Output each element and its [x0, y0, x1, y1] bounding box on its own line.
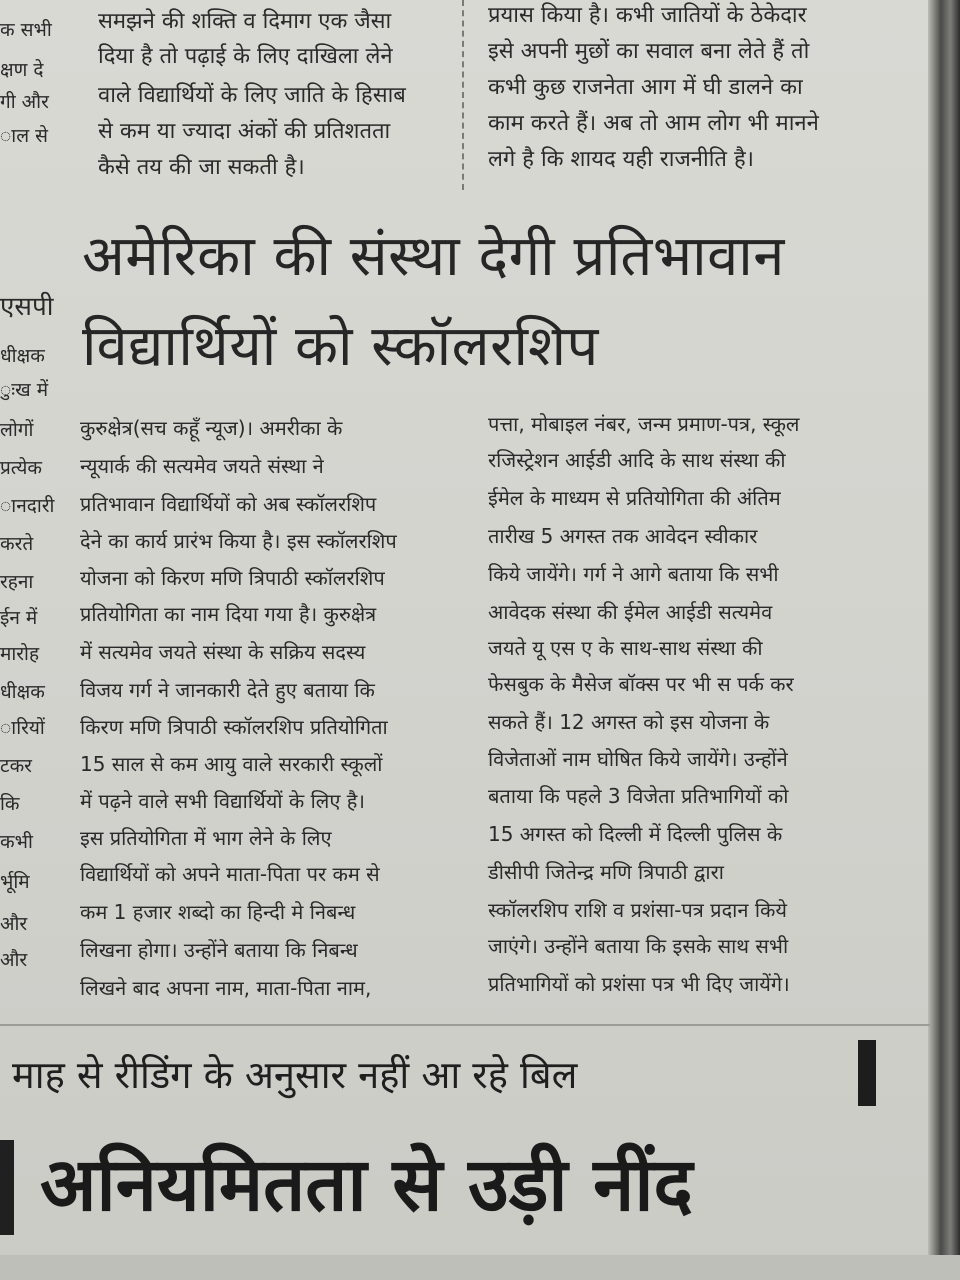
page-edge-shadow: [928, 0, 960, 1280]
headline-edge-mark: [0, 1140, 14, 1235]
text-line: किये जायेंगे। गर्ग ने आगे बताया कि सभी: [488, 562, 779, 586]
text-line: जाएंगे। उन्होंने बताया कि इसके साथ सभी: [488, 934, 789, 958]
text-line: स्कॉलरशिप राशि व प्रशंसा-पत्र प्रदान किये: [488, 898, 787, 922]
section-divider: [0, 1024, 930, 1026]
margin-fragment: ुःख में: [0, 379, 49, 401]
text-line: बताया कि पहले 3 विजेता प्रतिभागियों को: [488, 784, 789, 808]
text-line: देने का कार्य प्रारंभ किया है। इस स्कॉलरशिप: [80, 529, 397, 553]
text-line: विद्यार्थियों को अपने माता-पिता पर कम से: [80, 862, 380, 886]
text-line: प्रतियोगिता का नाम दिया गया है। कुरुक्षेत्र: [80, 602, 377, 626]
text-line: प्रतिभागियों को प्रशंसा पत्र भी दिए जायेंगे।: [488, 972, 790, 996]
margin-fragment: कभी: [0, 831, 33, 853]
text-line: विजेताओं नाम घोषित किये जायेंगे। उन्होंने: [488, 747, 788, 771]
text-line: डीसीपी जितेन्द्र मणि त्रिपाठी द्वारा: [488, 860, 724, 884]
headline-line-2: विद्यार्थियों को स्कॉलरशिप: [82, 314, 599, 379]
text-line: आवेदक संस्था की ईमेल आईडी सत्यमेव: [488, 600, 773, 624]
text-line: इस प्रतियोगिता में भाग लेने के लिए: [80, 826, 332, 850]
text-line: ईमेल के माध्यम से प्रतियोगिता की अंतिम: [488, 486, 781, 510]
margin-fragment: ाल से: [0, 125, 48, 147]
text-line: में पढ़ने वाले सभी विद्यार्थियों के लिए है।: [80, 789, 365, 813]
text-line: कभी कुछ राजनेता आग में घी डालने का: [488, 75, 803, 100]
margin-fragment: र्भूमि: [0, 871, 30, 893]
margin-fragment: ारियों: [0, 717, 45, 739]
headline-bar-mark: [858, 1040, 876, 1106]
margin-fragment: क्षण दे: [0, 59, 44, 81]
text-line: 15 अगस्त को दिल्ली में दिल्ली पुलिस के: [488, 822, 783, 846]
text-line: किरण मणि त्रिपाठी स्कॉलरशिप प्रतियोगिता: [80, 715, 388, 739]
margin-fragment: टकर: [0, 755, 32, 777]
text-line: समझने की शक्ति व दिमाग एक जैसा: [98, 9, 392, 34]
margin-fragment: धीक्षक: [0, 345, 45, 367]
text-line: लिखने बाद अपना नाम, माता-पिता नाम,: [80, 976, 372, 1000]
margin-fragment: कि: [0, 793, 20, 815]
text-line: पत्ता, मोबाइल नंबर, जन्म प्रमाण-पत्र, स्कूल: [488, 412, 800, 436]
margin-fragment: लोगों: [0, 419, 34, 441]
margin-fragment: ईन में: [0, 607, 38, 629]
text-line: दिया है तो पढ़ाई के लिए दाखिला लेने: [98, 44, 393, 69]
text-line: जयते यू एस ए के साथ-साथ संस्था की: [488, 636, 763, 660]
column-divider: [462, 0, 464, 190]
text-line: काम करते हैं। अब तो आम लोग भी मानने: [488, 111, 819, 136]
headline-line-1: अमेरिका की संस्था देगी प्रतिभावान: [82, 224, 785, 289]
text-line: प्रयास किया है। कभी जातियों के ठेकेदार: [488, 3, 807, 28]
text-line: लिखना होगा। उन्होंने बताया कि निबन्ध: [80, 938, 358, 962]
text-line: विजय गर्ग ने जानकारी देते हुए बताया कि: [80, 678, 375, 702]
text-line: इसे अपनी मुछों का सवाल बना लेते हैं तो: [488, 39, 810, 64]
margin-fragment: गी और: [0, 91, 49, 113]
margin-fragment: मारोह: [0, 643, 40, 665]
text-line: योजना को किरण मणि त्रिपाठी स्कॉलरशिप: [80, 566, 385, 590]
text-line: कैसे तय की जा सकती है।: [98, 155, 305, 180]
text-line: कुरुक्षेत्र(सच कहूँ न्यूज)। अमरीका के: [80, 416, 343, 440]
text-line: रजिस्ट्रेशन आईडी आदि के साथ संस्था की: [488, 448, 786, 472]
bottom-headline: अनियमितता से उड़ी नींद: [40, 1142, 693, 1228]
text-line: तारीख 5 अगस्त तक आवेदन स्वीकार: [488, 524, 758, 548]
text-line: में सत्यमेव जयते संस्था के सक्रिय सदस्य: [80, 640, 366, 664]
margin-fragment: धीक्षक: [0, 681, 45, 703]
margin-fragment: और: [0, 913, 28, 935]
text-line: प्रतिभावान विद्यार्थियों को अब स्कॉलरशिप: [80, 492, 377, 516]
margin-fragment: करते: [0, 533, 34, 555]
text-line: न्यूयार्क की सत्यमेव जयते संस्था ने: [80, 454, 324, 478]
sub-headline: माह से रीडिंग के अनुसार नहीं आ रहे बिल: [12, 1053, 578, 1097]
text-line: सकते हैं। 12 अगस्त को इस योजना के: [488, 710, 770, 734]
margin-fragment: प्रत्येक: [0, 457, 42, 479]
text-line: वाले विद्यार्थियों के लिए जाति के हिसाब: [98, 83, 406, 108]
margin-fragment: एसपी: [0, 292, 54, 322]
text-line: 15 साल से कम आयु वाले सरकारी स्कूलों: [80, 752, 383, 776]
text-line: लगे है कि शायद यही राजनीति है।: [488, 147, 754, 172]
next-article-strip: [0, 1255, 960, 1280]
margin-fragment: क सभी: [0, 19, 52, 41]
text-line: कम 1 हजार शब्दो का हिन्दी मे निबन्ध: [80, 900, 356, 924]
text-line: से कम या ज्यादा अंकों की प्रतिशतता: [98, 119, 391, 144]
margin-fragment: और: [0, 949, 28, 971]
margin-fragment: रहना: [0, 571, 34, 593]
margin-fragment: ानदारी: [0, 495, 55, 517]
text-line: फेसबुक के मैसेज बॉक्स पर भी स पर्क कर: [488, 672, 794, 696]
